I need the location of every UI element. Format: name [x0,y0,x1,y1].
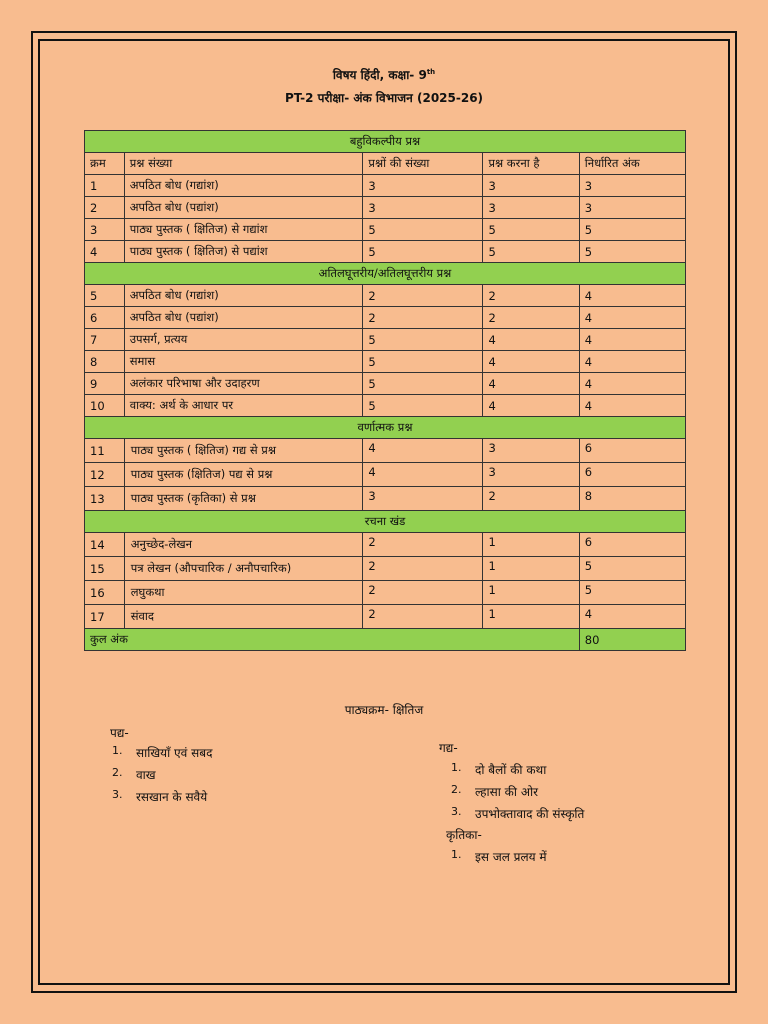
list-number: 2. [451,783,462,796]
list-text: इस जल प्रलय में [475,850,547,864]
table-row [85,307,686,329]
table-row [85,463,686,487]
section-header [85,131,686,153]
marks-cell: 5 [579,241,685,263]
list-item [451,848,547,870]
section-title: बहुविकल्पीय प्रश्न [85,131,686,153]
attempt-cell: 1 [483,557,579,581]
topic-cell: पाठ्य पुस्तक (क्षितिज) पद्य से प्रश्न [124,463,363,487]
table-row [85,197,686,219]
topic-cell: पाठ्य पुस्तक ( क्षितिज) गद्य से प्रश्न [124,439,363,463]
serial-cell: 6 [85,307,125,329]
padya-label: पद्य- [110,726,129,740]
questions-cell: 2 [363,557,483,581]
marks-cell: 4 [579,329,685,351]
topic-cell: अपठित बोध (गद्यांश) [124,175,363,197]
topic-cell: अलंकार परिभाषा और उदाहरण [124,373,363,395]
marks-cell: 4 [579,605,685,629]
marks-cell: 4 [579,395,685,417]
questions-cell: 2 [363,285,483,307]
subject-heading: विषय हिंदी, कक्षा- 9th [332,68,436,82]
table-row [85,533,686,557]
marks-cell: 4 [579,373,685,395]
serial-cell: 5 [85,285,125,307]
list-number: 1. [112,744,123,757]
questions-cell: 2 [363,605,483,629]
attempt-cell: 4 [483,373,579,395]
list-text: ल्हासा की ओर [475,785,539,799]
list-text: वाख [136,768,156,782]
section-title: रचना खंड [85,511,686,533]
attempt-cell: 3 [483,439,579,463]
table-row [85,351,686,373]
list-number: 2. [112,766,123,779]
marks-cell: 4 [579,351,685,373]
attempt-cell: 3 [483,197,579,219]
attempt-cell: 1 [483,581,579,605]
table-row [85,557,686,581]
kritika-label: कृतिका- [446,828,482,842]
list-number: 3. [451,805,462,818]
list-text: रसखान के सवैये [136,790,208,804]
questions-cell: 2 [363,581,483,605]
serial-cell: 14 [85,533,125,557]
total-label: कुल अंक [85,629,580,651]
attempt-cell: 1 [483,605,579,629]
section-title: अतिलघूत्तरीय/अतिलघूत्तरीय प्रश्न [85,263,686,285]
marks-cell: 6 [579,439,685,463]
attempt-cell: 4 [483,329,579,351]
marks-cell: 5 [579,557,685,581]
attempt-cell: 5 [483,241,579,263]
attempt-cell: 4 [483,395,579,417]
table-row [85,241,686,263]
marks-cell: 6 [579,463,685,487]
serial-cell: 4 [85,241,125,263]
kritika-list [451,848,547,870]
list-number: 3. [112,788,123,801]
attempt-cell: 3 [483,463,579,487]
list-item [451,761,584,783]
attempt-cell: 3 [483,175,579,197]
serial-cell: 11 [85,439,125,463]
serial-cell: 13 [85,487,125,511]
questions-cell: 5 [363,329,483,351]
list-item [451,783,584,805]
marks-cell: 8 [579,487,685,511]
questions-cell: 3 [363,487,483,511]
marks-distribution-table [84,130,686,651]
questions-cell: 2 [363,533,483,557]
total-row [85,629,686,651]
topic-cell: पत्र लेखन (औपचारिक / अनौपचारिक) [124,557,363,581]
section-header [85,417,686,439]
serial-cell: 1 [85,175,125,197]
marks-cell: 5 [579,219,685,241]
serial-cell: 10 [85,395,125,417]
list-item [112,766,213,788]
padya-list [112,744,213,810]
section-header [85,511,686,533]
topic-cell: अपठित बोध (पद्यांश) [124,307,363,329]
column-header: प्रश्न संख्या [124,153,363,175]
list-item [112,744,213,766]
column-header: निर्धारित अंक [579,153,685,175]
list-text: उपभोक्तावाद की संस्कृति [475,807,585,821]
attempt-cell: 4 [483,351,579,373]
topic-cell: अपठित बोध (पद्यांश) [124,197,363,219]
gadya-label: गद्य- [439,741,458,755]
attempt-cell: 2 [483,487,579,511]
table-row [85,395,686,417]
attempt-cell: 2 [483,285,579,307]
column-header: प्रश्न करना है [483,153,579,175]
serial-cell: 3 [85,219,125,241]
list-item [451,805,584,827]
marks-cell: 3 [579,175,685,197]
topic-cell: पाठ्य पुस्तक ( क्षितिज) से गद्यांश [124,219,363,241]
marks-cell: 6 [579,533,685,557]
table-row [85,329,686,351]
column-header: प्रश्नों की संख्या [363,153,483,175]
topic-cell: पाठ्य पुस्तक ( क्षितिज) से पद्यांश [124,241,363,263]
serial-cell: 7 [85,329,125,351]
topic-cell: अपठित बोध (गद्यांश) [124,285,363,307]
serial-cell: 17 [85,605,125,629]
table-row [85,175,686,197]
topic-cell: पाठ्य पुस्तक (कृतिका) से प्रश्न [124,487,363,511]
table-row [85,605,686,629]
serial-cell: 8 [85,351,125,373]
questions-cell: 3 [363,175,483,197]
attempt-cell: 1 [483,533,579,557]
serial-cell: 16 [85,581,125,605]
list-number: 1. [451,761,462,774]
questions-cell: 5 [363,219,483,241]
questions-cell: 5 [363,351,483,373]
topic-cell: समास [124,351,363,373]
attempt-cell: 5 [483,219,579,241]
table-row [85,219,686,241]
serial-cell: 12 [85,463,125,487]
list-item [112,788,213,810]
table-row [85,439,686,463]
questions-cell: 4 [363,439,483,463]
exam-heading: PT-2 परीक्षा- अंक विभाजन (2025-26) [284,91,484,105]
questions-cell: 3 [363,197,483,219]
class-suffix: th [426,68,436,76]
total-value: 80 [579,629,685,651]
topic-cell: वाक्य: अर्थ के आधार पर [124,395,363,417]
topic-cell: उपसर्ग, प्रत्यय [124,329,363,351]
gadya-list [451,761,584,827]
serial-cell: 15 [85,557,125,581]
questions-cell: 4 [363,463,483,487]
section-title: वर्णात्मक प्रश्न [85,417,686,439]
table-row [85,581,686,605]
section-header [85,263,686,285]
marks-cell: 3 [579,197,685,219]
serial-cell: 2 [85,197,125,219]
serial-cell: 9 [85,373,125,395]
column-header: क्रम [85,153,125,175]
questions-cell: 5 [363,395,483,417]
marks-cell: 5 [579,581,685,605]
topic-cell: लघुकथा [124,581,363,605]
column-header-row [85,153,686,175]
marks-cell: 4 [579,285,685,307]
attempt-cell: 2 [483,307,579,329]
table-row [85,487,686,511]
table-row [85,285,686,307]
table-row [85,373,686,395]
list-text: दो बैलों की कथा [475,763,547,777]
questions-cell: 2 [363,307,483,329]
list-number: 1. [451,848,462,861]
list-text: साखियाँ एवं सबद [136,746,213,760]
questions-cell: 5 [363,241,483,263]
topic-cell: संवाद [124,605,363,629]
questions-cell: 5 [363,373,483,395]
marks-cell: 4 [579,307,685,329]
syllabus-title: पाठ्यक्रम- क्षितिज [344,703,424,717]
topic-cell: अनुच्छेद-लेखन [124,533,363,557]
